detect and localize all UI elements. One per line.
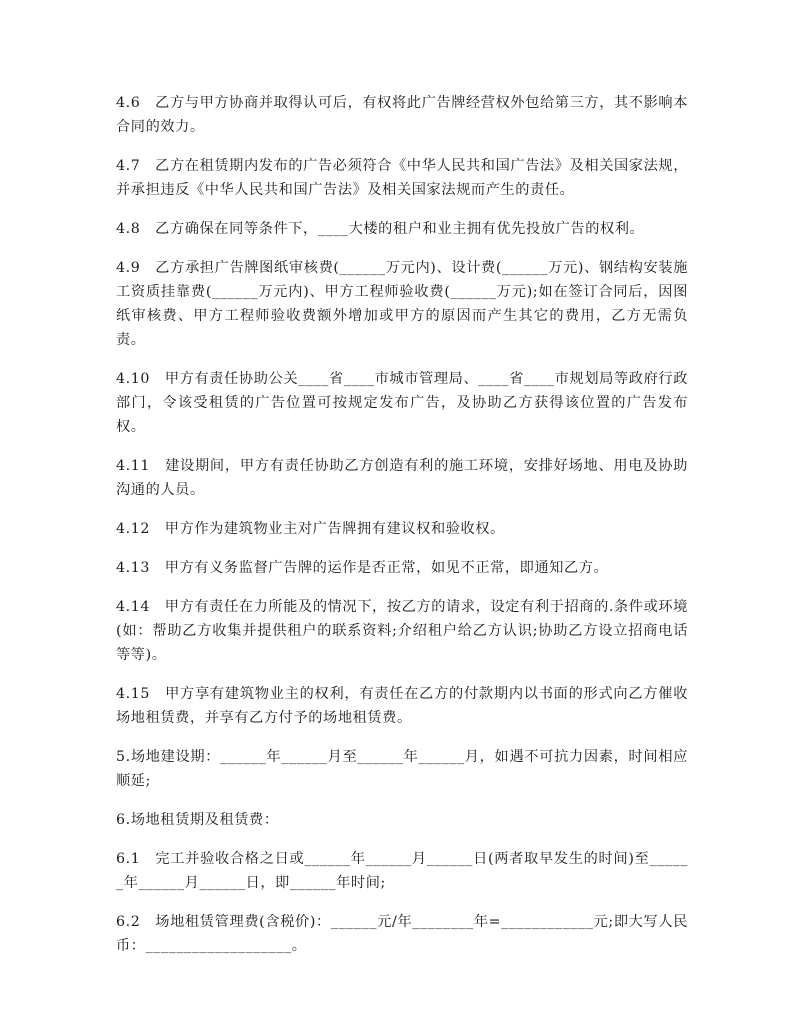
clause-4-6: 4.6 乙方与甲方协商并取得认可后，有权将此广告牌经营权外包给第三方，其不影响本合同的效力。	[116, 95, 688, 135]
clause-5-construction-period: 5.场地建设期：______年______月至______年______月，如遇不可抗力因素，时间相应顺延;	[116, 749, 688, 789]
clause-4-14: 4.14 甲方有责任在力所能及的情况下，按乙方的请求，设定有利于招商的.条件或环境(如：帮助乙方收集并提供租户的联系资料;介绍租户给乙方认识;协助乙方设立招商电话等等)。	[116, 599, 688, 663]
clause-4-9: 4.9 乙方承担广告牌图纸审核费(______万元内)、设计费(______万元)、钢结构安装施工资质挂靠费(______万元内)、甲方工程师验收费(______万元);如在签订合同后，因图纸审核费、甲方工程师验收费额外增加或甲方的原因而产生其它的费用，乙方无需负责。	[116, 260, 688, 348]
clause-4-12: 4.12 甲方作为建筑物业主对广告牌拥有建议权和验收权。	[116, 521, 505, 537]
clause-4-15: 4.15 甲方享有建筑物业主的权利，有责任在乙方的付款期内以书面的形式向乙方催收场地租赁费，并享有乙方付予的场地租赁费。	[116, 686, 688, 726]
clause-6-1: 6.1 完工并验收合格之日或______年______月______日(两者取早发生的时间)至______年______月______日，即______年时间;	[116, 851, 688, 891]
clause-4-8: 4.8 乙方确保在同等条件下，____大楼的租户和业主拥有优先投放广告的权利。	[116, 221, 645, 237]
document-body	[116, 91, 688, 973]
clause-4-11: 4.11 建设期间，甲方有责任协助乙方创造有利的施工环境，安排好场地、用电及协助沟通的人员。	[116, 458, 688, 498]
clause-4-13: 4.13 甲方有义务监督广告牌的运作是否正常，如见不正常，即通知乙方。	[116, 560, 609, 576]
clause-6-heading: 6.场地租赁期及租赁费：	[116, 812, 279, 828]
clause-4-7: 4.7 乙方在租赁期内发布的广告必须符合《中华人民共和国广告法》及相关国家法规，并承担违反《中华人民共和国广告法》及相关国家法规而产生的责任。	[116, 158, 688, 198]
clause-4-10: 4.10 甲方有责任协助公关____省____市城市管理局、____省____市规划局等政府行政部门，令该受租赁的广告位置可按规定发布广告，及协助乙方获得该位置的广告发布权。	[116, 371, 688, 435]
clause-6-2: 6.2 场地租赁管理费(含税价)：______元/年________年=____________元;即大写人民币：___________________。	[116, 914, 688, 954]
